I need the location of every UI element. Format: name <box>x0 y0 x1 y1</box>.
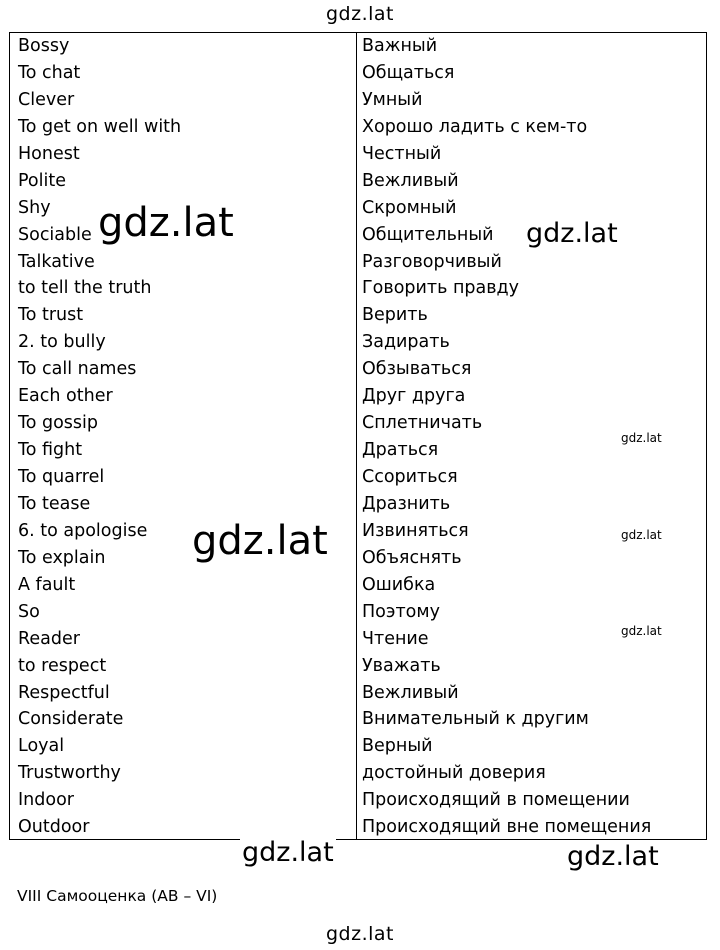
english-word: Indoor <box>18 790 74 811</box>
english-word: Outdoor <box>18 817 90 838</box>
english-word: Considerate <box>18 709 124 730</box>
russian-translation: Общительный <box>362 224 494 245</box>
site-header: gdz.lat <box>325 3 394 25</box>
russian-translation: Сплетничать <box>362 413 483 434</box>
english-word: To fight <box>18 440 83 461</box>
english-word: Polite <box>18 170 66 191</box>
russian-translation: Ссориться <box>362 467 458 487</box>
russian-translation: Уважать <box>362 655 441 676</box>
english-word: Loyal <box>18 736 65 757</box>
column-divider <box>356 33 357 839</box>
russian-column <box>362 33 651 841</box>
watermark: gdz.lat <box>621 624 662 638</box>
russian-translation: Объяснять <box>362 547 462 568</box>
english-column <box>18 33 181 841</box>
english-word: Clever <box>18 89 75 110</box>
watermark: gdz.lat <box>242 837 334 868</box>
english-word: Shy <box>18 197 51 218</box>
english-word: To explain <box>18 547 106 568</box>
english-word: Respectful <box>18 682 110 703</box>
russian-translation: Скромный <box>362 197 457 218</box>
vocabulary-table <box>9 32 707 840</box>
russian-translation: Обзываться <box>362 359 472 380</box>
self-assessment-heading: VIII Самооценка (АВ – VI) <box>17 887 218 905</box>
russian-translation: Честный <box>362 143 442 164</box>
russian-translation: Хорошо ладить с кем-то <box>362 116 588 137</box>
russian-translation: Общаться <box>362 62 455 83</box>
english-word: 2. to bully <box>18 332 106 353</box>
russian-translation: достойный доверия <box>362 763 546 784</box>
english-word: To call names <box>18 359 137 380</box>
english-word: Each other <box>18 386 113 407</box>
russian-translation: Происходящий вне помещения <box>362 817 652 838</box>
watermark: gdz.lat <box>621 431 662 445</box>
russian-translation: Верный <box>362 736 433 757</box>
russian-translation: Задирать <box>362 332 450 353</box>
english-word: to tell the truth <box>18 278 152 299</box>
english-word: To chat <box>18 62 81 83</box>
watermark: gdz.lat <box>621 528 662 542</box>
russian-translation: Разговорчивый <box>362 251 502 272</box>
watermark: gdz.lat <box>526 218 618 249</box>
russian-translation: Происходящий в помещении <box>362 790 630 811</box>
english-word: Sociable <box>18 224 92 245</box>
russian-translation: Верить <box>362 305 428 326</box>
watermark: gdz.lat <box>98 200 234 246</box>
english-word: Bossy <box>18 36 70 56</box>
russian-translation: Внимательный к другим <box>362 709 589 730</box>
russian-translation: Поэтому <box>362 601 440 622</box>
english-word: 6. to apologise <box>18 520 148 541</box>
russian-translation: Вежливый <box>362 682 459 703</box>
english-word: To get on well with <box>18 116 182 137</box>
russian-translation: Говорить правду <box>362 278 519 299</box>
russian-translation: Драться <box>362 440 439 461</box>
english-word: Honest <box>18 143 80 164</box>
english-word: Talkative <box>18 251 95 272</box>
russian-translation: Важный <box>362 36 438 56</box>
russian-translation: Ошибка <box>362 574 436 595</box>
watermark: gdz.lat <box>192 518 328 564</box>
watermark: gdz.lat <box>567 841 659 872</box>
english-word: A fault <box>18 574 76 595</box>
russian-translation: Умный <box>362 89 423 110</box>
russian-translation: Извиняться <box>362 520 469 541</box>
english-word: To gossip <box>18 413 99 434</box>
english-word: To tease <box>18 493 91 514</box>
english-word: So <box>18 601 40 622</box>
english-word: to respect <box>18 655 107 676</box>
russian-translation: Вежливый <box>362 170 459 191</box>
english-word: To quarrel <box>18 467 105 487</box>
site-footer: gdz.lat <box>325 923 394 945</box>
russian-translation: Друг друга <box>362 386 466 407</box>
english-word: Trustworthy <box>18 763 121 784</box>
english-word: To trust <box>18 305 84 326</box>
english-word: Reader <box>18 628 80 649</box>
russian-translation: Дразнить <box>362 493 451 514</box>
russian-translation: Чтение <box>362 628 429 649</box>
